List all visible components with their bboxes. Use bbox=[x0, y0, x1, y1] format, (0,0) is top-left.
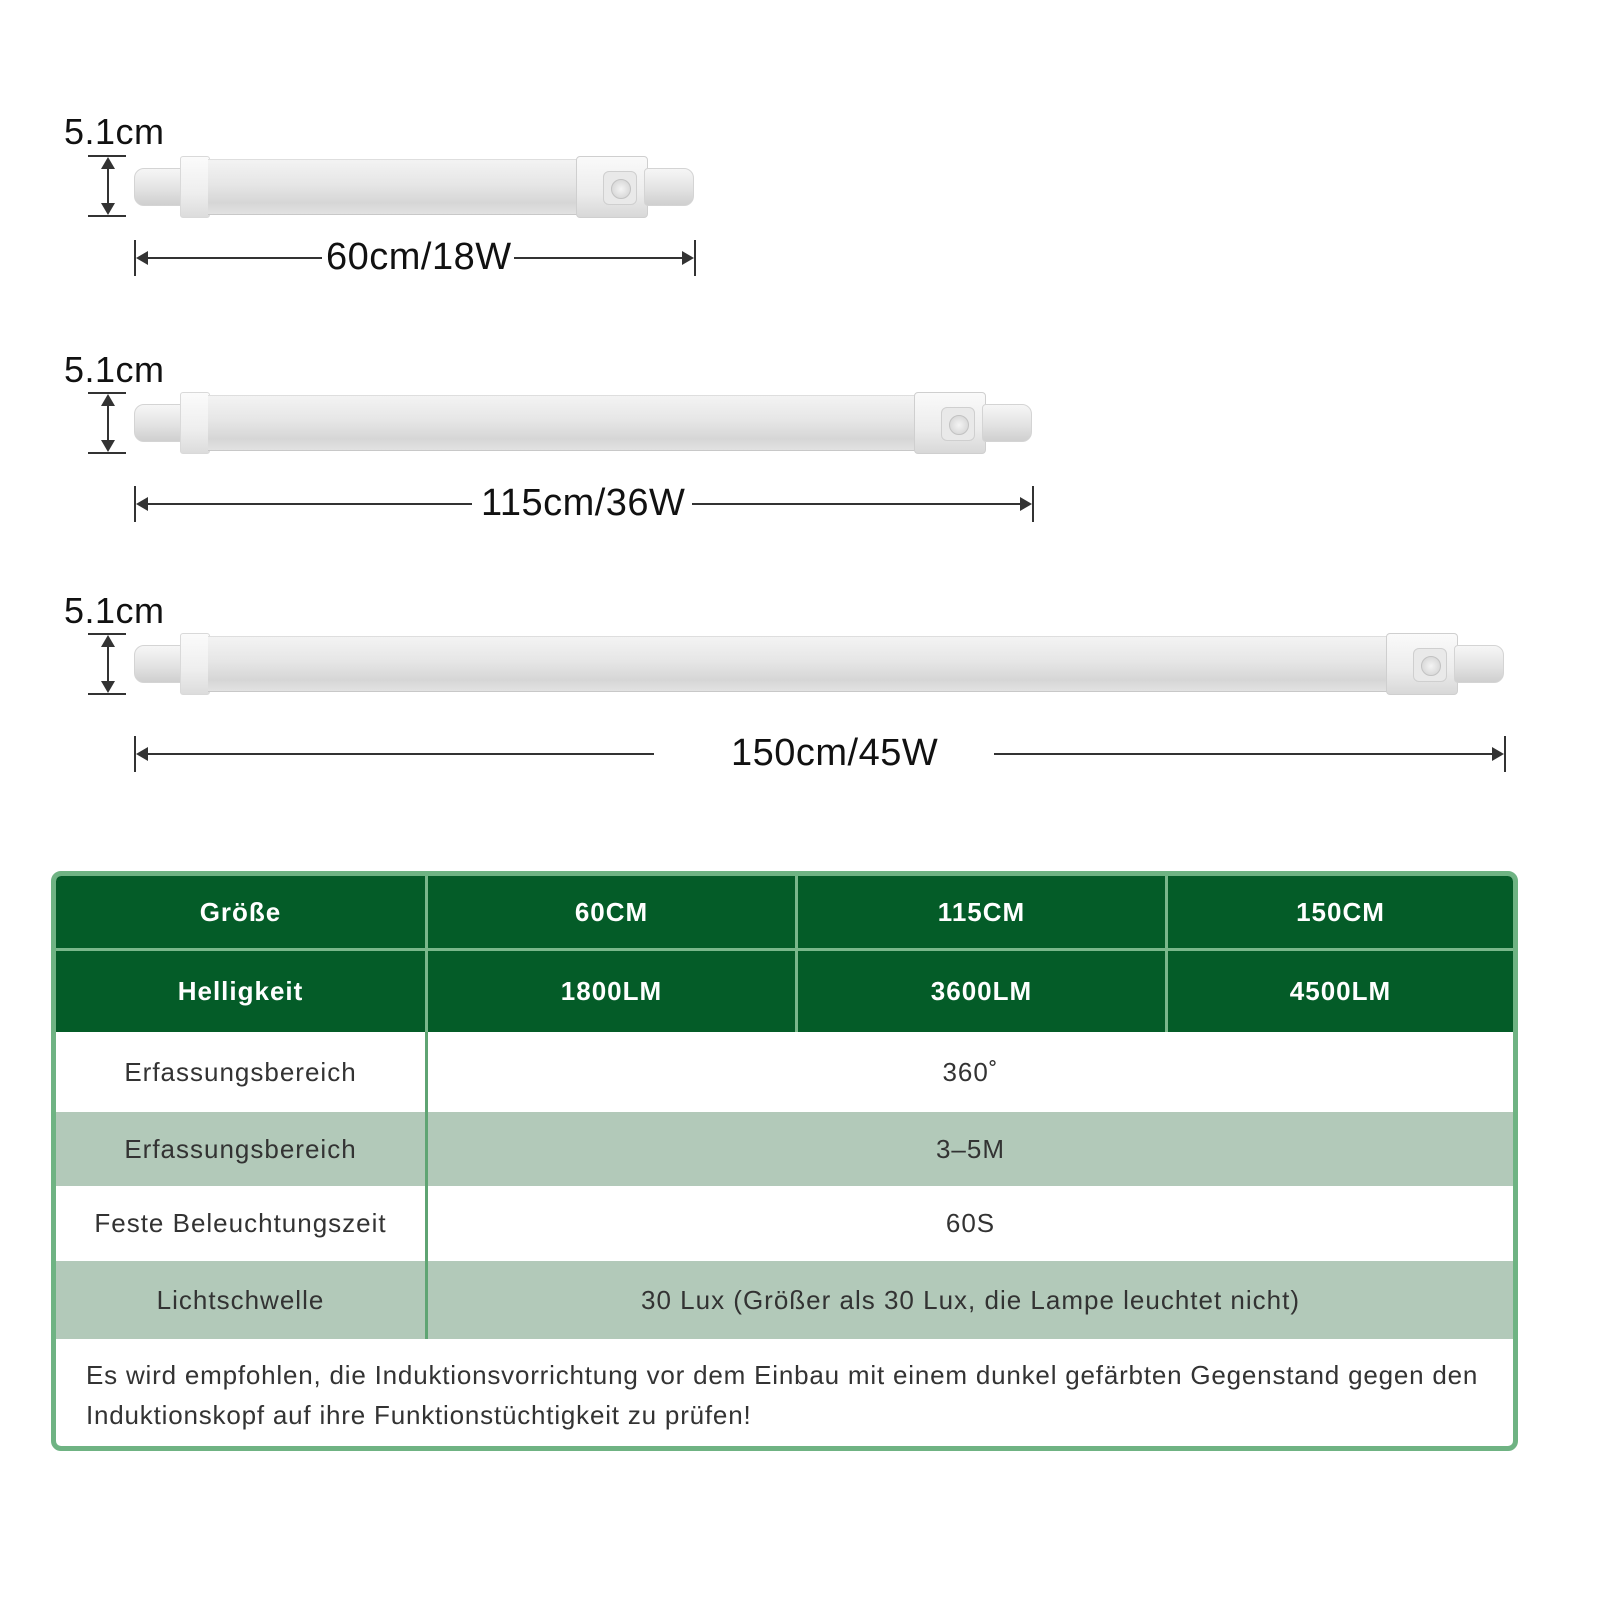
lamp-150-image bbox=[134, 633, 1506, 695]
table-row-detection-angle bbox=[56, 1032, 1513, 1112]
brightness-value-150: 4500LM bbox=[1289, 976, 1392, 1006]
size-value-115: 115CM bbox=[798, 876, 1168, 948]
brightness-value-115: 3600LM bbox=[798, 951, 1168, 1032]
lamp-60-width-label: 60cm/18W bbox=[326, 236, 512, 278]
lamp-150-width-dimension bbox=[134, 732, 1506, 776]
motion-sensor-icon bbox=[914, 392, 986, 454]
lamp-60-height-dimension bbox=[88, 155, 128, 217]
lamp-115-width-label: 115cm/36W bbox=[481, 482, 686, 524]
motion-sensor-icon bbox=[576, 156, 648, 218]
detection-range-label: Erfassungsbereich bbox=[56, 1112, 428, 1186]
table-row-detection-range bbox=[56, 1112, 1513, 1186]
installation-note: Es wird empfohlen, die Induktionsvorrichtung vor dem Einbau mit einem dunkel gefärbten Gegenstand gegen den Induktionskopf auf ihre Funktionstüchtigkeit zu prüfen! bbox=[86, 1360, 1479, 1430]
detection-angle-label: Erfassungsbereich bbox=[56, 1032, 428, 1112]
lighting-time-value: 60S bbox=[945, 1208, 996, 1238]
size-header: Größe bbox=[56, 876, 428, 948]
lighting-time-label: Feste Beleuchtungszeit bbox=[56, 1186, 428, 1261]
table-row-lighting-time bbox=[56, 1186, 1513, 1261]
size-value-150: 150CM bbox=[1296, 896, 1385, 927]
table-row-size bbox=[56, 876, 1513, 951]
detection-range-value: 3–5M bbox=[935, 1133, 1006, 1164]
table-row-light-threshold bbox=[56, 1261, 1513, 1339]
light-threshold-value: 30 Lux (Größer als 30 Lux, die Lampe leuchtet nicht) bbox=[641, 1284, 1300, 1315]
table-row-brightness bbox=[56, 951, 1513, 1032]
lamp-150-width-label: 150cm/45W bbox=[731, 732, 939, 774]
light-threshold-label: Lichtschwelle bbox=[56, 1261, 428, 1339]
lamp-115-image bbox=[134, 392, 1034, 454]
lamp-60-image bbox=[134, 156, 696, 218]
detection-angle-value: 360˚ bbox=[942, 1056, 999, 1087]
lamp-60-height-label: 5.1cm bbox=[64, 111, 165, 152]
lamp-115-width-dimension bbox=[134, 482, 1034, 526]
lamp-115-height-dimension bbox=[88, 392, 128, 454]
lamp-150-height-label: 5.1cm bbox=[64, 590, 165, 631]
motion-sensor-icon bbox=[1386, 633, 1458, 695]
brightness-value-60: 1800LM bbox=[428, 951, 798, 1032]
lamp-115-height-label: 5.1cm bbox=[64, 349, 165, 390]
spec-table bbox=[51, 871, 1518, 1451]
size-value-60: 60CM bbox=[428, 876, 798, 948]
lamp-150-height-dimension bbox=[88, 633, 128, 695]
brightness-header: Helligkeit bbox=[56, 951, 428, 1032]
lamp-60-width-dimension bbox=[134, 236, 696, 280]
